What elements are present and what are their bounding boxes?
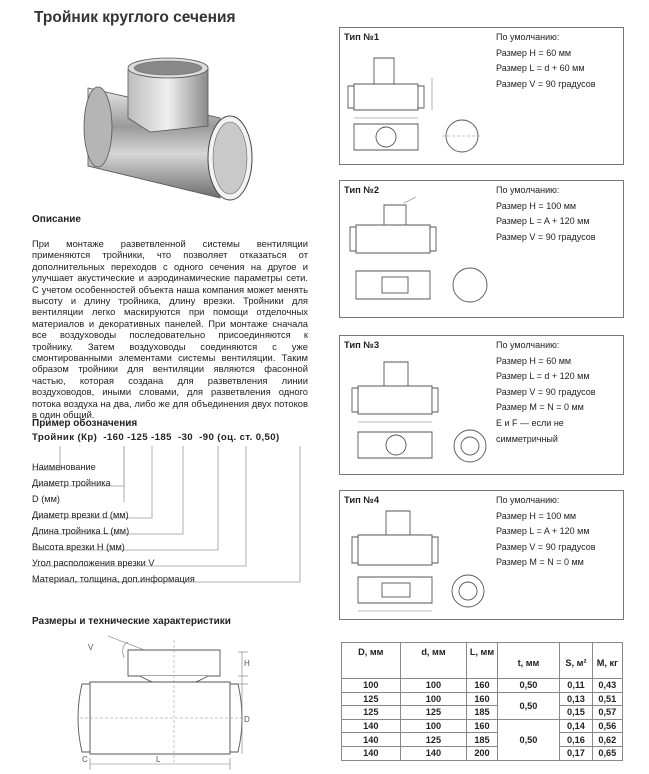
col-header-M: M, кг	[592, 643, 622, 679]
table-cell: 140	[342, 746, 401, 760]
table-cell: 185	[467, 706, 497, 720]
type-card-2	[339, 180, 624, 318]
example-code: Тройник (Кр) -160 -125 -185 -30 -90 (оц. ст. 0,50)	[32, 432, 280, 443]
table-row	[342, 719, 623, 733]
table-cell: 0,15	[560, 706, 592, 720]
table-cell: 125	[342, 706, 401, 720]
dimensions-heading: Размеры и технические характеристики	[32, 616, 231, 627]
table-cell: 0,16	[560, 733, 592, 747]
table-cell: 0,17	[560, 746, 592, 760]
table-cell: 100	[400, 679, 467, 693]
spec-line: По умолчанию:	[496, 340, 560, 350]
type2-drawing	[344, 195, 494, 317]
table-cell: 0,14	[560, 719, 592, 733]
table-row	[342, 733, 623, 747]
spec-line: Размер V = 90 градусов	[496, 78, 596, 89]
col-header-D: D, мм	[342, 643, 401, 679]
type-specs	[496, 30, 596, 92]
table-cell: 0,56	[592, 719, 622, 733]
type3-drawing	[344, 350, 494, 474]
spec-line: Размер L = d + 120 мм	[496, 371, 590, 382]
col-header-L: L, мм	[467, 643, 497, 679]
spec-line: Размер L = A + 120 мм	[496, 216, 590, 227]
legend-item: Материал, толщина, доп.информация	[32, 574, 195, 584]
type4-drawing	[344, 505, 494, 619]
col-header-S: S, м²	[560, 643, 592, 679]
spec-line: По умолчанию:	[496, 495, 560, 505]
dim-label-c: C	[82, 755, 88, 764]
spec-line: симметричный	[496, 433, 558, 444]
legend-item: Высота врезки H (мм)	[32, 542, 125, 552]
spec-line: Размер V = 90 градусов	[496, 231, 596, 242]
tee-dimension-drawing	[80, 632, 255, 774]
dim-label-l: L	[156, 755, 161, 764]
table-cell: 140	[400, 746, 467, 760]
table-cell: 125	[400, 706, 467, 720]
type-card-1	[339, 27, 624, 165]
table-cell: 0,13	[560, 692, 592, 706]
legend-item: Угол расположения врезки V	[32, 558, 155, 568]
type-title: Тип №4	[344, 494, 380, 505]
type-card-3	[339, 335, 624, 475]
spec-line: Размер M = N = 0 мм	[496, 402, 584, 413]
table-cell: 160	[467, 692, 497, 706]
spec-line: Размер H = 100 мм	[496, 510, 577, 521]
spec-line: Размер M = N = 0 мм	[496, 557, 584, 568]
page-title: Тройник круглого сечения	[34, 9, 236, 26]
table-row	[342, 679, 623, 693]
col-header-t: t, мм	[497, 643, 560, 679]
example-heading: Пример обозначения	[32, 418, 138, 429]
table-cell: 160	[467, 679, 497, 693]
table-cell: 200	[467, 746, 497, 760]
table-cell: 0,50	[497, 719, 560, 760]
table-row	[342, 746, 623, 760]
table-cell: 0,57	[592, 706, 622, 720]
dim-label-d: D	[244, 715, 250, 724]
spec-line: Размер V = 90 градусов	[496, 386, 596, 397]
table-row	[342, 692, 623, 706]
table-header-row	[342, 643, 623, 679]
spec-line: E и F — если не	[496, 417, 564, 428]
spec-line: Размер L = A + 120 мм	[496, 526, 590, 537]
specs-table	[341, 642, 623, 761]
description-heading: Описание	[32, 214, 81, 225]
table-cell: 100	[400, 719, 467, 733]
table-cell: 125	[400, 733, 467, 747]
dim-label-v: V	[88, 643, 94, 652]
dim-label-h: H	[244, 659, 250, 668]
table-cell: 100	[400, 692, 467, 706]
spec-line: Размер L = d + 60 мм	[496, 63, 585, 74]
table-cell: 0,62	[592, 733, 622, 747]
table-cell: 160	[467, 719, 497, 733]
spec-line: По умолчанию:	[496, 32, 560, 42]
table-cell: 140	[342, 719, 401, 733]
legend-item: Диаметр врезки d (мм)	[32, 510, 129, 520]
table-cell: 0,43	[592, 679, 622, 693]
table-cell: 0,50	[497, 679, 560, 693]
table-cell: 125	[342, 692, 401, 706]
col-header-d: d, мм	[400, 643, 467, 679]
spec-line: По умолчанию:	[496, 185, 560, 195]
spec-line: Размер V = 90 градусов	[496, 541, 596, 552]
spec-line: Размер H = 60 мм	[496, 47, 572, 58]
table-cell: 140	[342, 733, 401, 747]
table-cell: 0,51	[592, 692, 622, 706]
type1-drawing	[344, 48, 494, 164]
description-text: При монтаже разветвленной системы вентиляции применяются тройники, что позволяет отказаться от дополнительных переходов с одного сечения на другое и улучшает акустические и аэродинамические параметры сети. С учетом особенностей объекта наша компания может менять высоту и длину тройника, длину врезки. Тройники для вентиляции легко маскируются при помощи отделочных материалов и декоративных панелей. При монтаже сначала все воздуховоды последовательно присоединяются к тройнику. Затем воздуховоды соединяются с уже смонтированными элементами системы вентиляции. Таким образом тройники для вентиляции являются фасонной частью, которая создана для разветвления линии воздуховодов, иными словами, для разветвления одного потока воздуха на два, либо же для объединения двух потоков в один общий.	[32, 238, 308, 421]
type-specs	[496, 183, 596, 245]
table-cell: 0,50	[497, 692, 560, 719]
legend-item: Длина тройника L (мм)	[32, 526, 130, 536]
spec-line: Размер H = 100 мм	[496, 200, 577, 211]
type-title: Тип №1	[344, 31, 380, 42]
table-row	[342, 706, 623, 720]
legend-item: Диаметр тройника	[32, 478, 111, 488]
table-cell: 0,65	[592, 746, 622, 760]
type-title: Тип №3	[344, 339, 380, 350]
legend-item: Наименование	[32, 462, 96, 472]
type-title: Тип №2	[344, 184, 380, 195]
type-specs	[496, 493, 596, 571]
legend-item: D (мм)	[32, 494, 60, 504]
spec-line: Размер H = 60 мм	[496, 355, 572, 366]
table-cell: 185	[467, 733, 497, 747]
table-cell: 100	[342, 679, 401, 693]
type-card-4	[339, 490, 624, 620]
table-cell: 0,11	[560, 679, 592, 693]
type-specs	[496, 338, 596, 447]
